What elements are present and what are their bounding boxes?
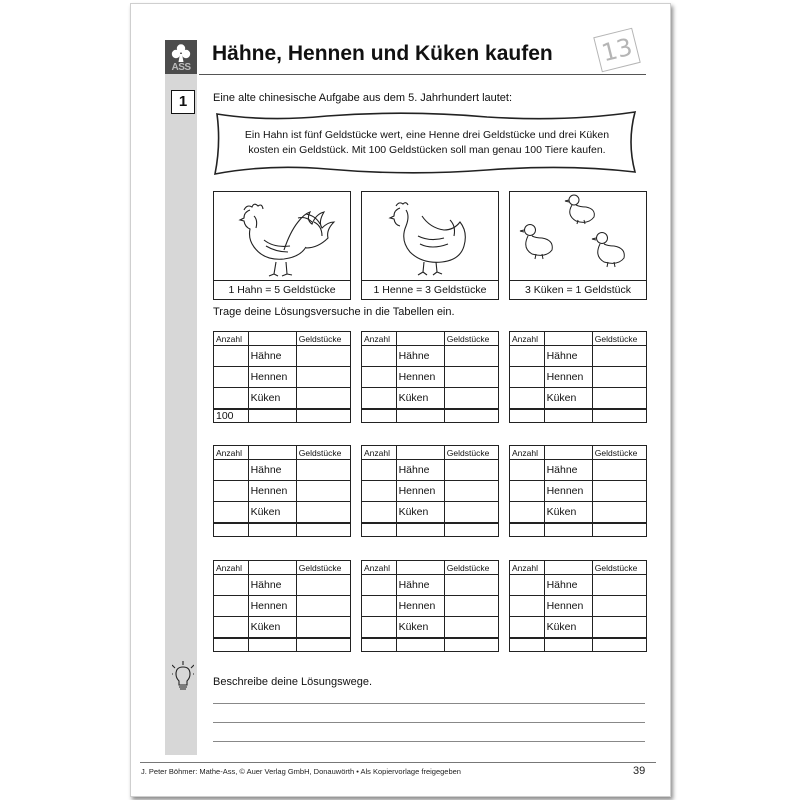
coins-cell[interactable] [296,502,350,524]
sum-label-cell[interactable] [248,523,296,537]
coins-cell[interactable] [444,367,498,388]
sum-label-cell[interactable] [248,638,296,652]
amount-cell[interactable] [510,346,545,367]
amount-cell[interactable] [362,481,397,502]
coins-cell[interactable] [296,617,350,639]
sidebar-label: ASS [171,62,191,73]
col-coins-header: Geldstücke [296,561,350,575]
coins-cell[interactable] [444,617,498,639]
coins-cell[interactable] [592,502,646,524]
row-label-roosters: Hähne [544,346,592,367]
coins-cell[interactable] [444,460,498,481]
row-label-roosters: Hähne [544,460,592,481]
coins-cell[interactable] [444,481,498,502]
amount-cell[interactable] [362,617,397,639]
coins-cell[interactable] [296,460,350,481]
sum-label-cell[interactable] [396,638,444,652]
total-coins-cell[interactable] [296,409,350,423]
sum-label-cell[interactable] [544,523,592,537]
row-label-hens: Hennen [544,596,592,617]
amount-cell[interactable] [362,596,397,617]
row-label-roosters: Hähne [396,346,444,367]
coins-cell[interactable] [592,367,646,388]
total-coins-cell[interactable] [296,523,350,537]
amount-cell[interactable] [362,460,397,481]
chicks-icon [510,192,646,280]
row-label-hens: Hennen [544,367,592,388]
page-number: 39 [633,765,646,777]
sum-label-cell[interactable] [544,638,592,652]
coins-cell[interactable] [444,346,498,367]
total-amount-cell: 100 [214,409,249,423]
sum-label-cell[interactable] [544,409,592,423]
sidebar-strip [165,40,197,755]
col-coins-header: Geldstücke [444,446,498,460]
row-label-hens: Hennen [544,481,592,502]
amount-cell[interactable] [510,502,545,524]
row-label-chicks: Küken [544,617,592,639]
col-amount-header: Anzahl [214,561,249,575]
amount-cell[interactable] [362,388,397,410]
picture-label-rooster: 1 Hahn = 5 Geldstücke [214,280,350,299]
footer-divider [140,762,656,763]
total-coins-cell[interactable] [444,638,498,652]
row-label-roosters: Hähne [248,460,296,481]
col-coins-header: Geldstücke [592,332,646,346]
amount-cell[interactable] [214,481,249,502]
col-amount-header: Anzahl [362,332,397,346]
col-coins-header: Geldstücke [296,332,350,346]
description-prompt: Beschreibe deine Lösungswege. [213,676,373,688]
amount-cell[interactable] [362,575,397,596]
solution-table [361,331,499,423]
solution-table [213,331,351,423]
row-label-roosters: Hähne [396,575,444,596]
row-label-chicks: Küken [396,388,444,410]
col-amount-header: Anzahl [510,561,545,575]
total-coins-cell[interactable] [592,409,646,423]
row-label-roosters: Hähne [544,575,592,596]
col-coins-header: Geldstücke [444,561,498,575]
amount-cell[interactable] [362,502,397,524]
amount-cell[interactable] [214,617,249,639]
solution-table [361,560,499,652]
solution-table [509,445,647,537]
picture-label-chicks: 3 Küken = 1 Geldstück [510,280,646,299]
row-label-roosters: Hähne [396,460,444,481]
row-label-chicks: Küken [544,502,592,524]
total-coins-cell[interactable] [444,523,498,537]
total-coins-cell[interactable] [592,523,646,537]
total-amount-cell[interactable] [510,638,545,652]
coins-cell[interactable] [444,575,498,596]
sum-label-cell[interactable] [248,409,296,423]
amount-cell[interactable] [362,367,397,388]
coins-cell[interactable] [444,388,498,410]
amount-cell[interactable] [510,367,545,388]
row-label-chicks: Küken [248,617,296,639]
col-coins-header: Geldstücke [592,561,646,575]
row-label-roosters: Hähne [248,346,296,367]
row-label-chicks: Küken [248,502,296,524]
col-amount-header: Anzahl [362,561,397,575]
coins-cell[interactable] [592,460,646,481]
total-amount-cell[interactable] [362,409,397,423]
amount-cell[interactable] [510,460,545,481]
worksheet-number-badge: 13 [593,28,641,73]
problem-line-1: Ein Hahn ist fünf Geldstücke wert, eine Henne drei Geldstücke und drei Küken [244,129,610,141]
total-coins-cell[interactable] [444,409,498,423]
col-amount-header: Anzahl [510,446,545,460]
row-label-chicks: Küken [396,617,444,639]
coins-cell[interactable] [444,596,498,617]
amount-cell[interactable] [510,575,545,596]
picture-card-rooster [213,191,351,300]
sum-label-cell[interactable] [396,523,444,537]
col-coins-header: Geldstücke [296,446,350,460]
coins-cell[interactable] [592,617,646,639]
footer-credit: J. Peter Böhmer: Mathe-Ass, © Auer Verlag GmbH, Donauwörth • Als Kopiervorlage freigegeben [141,767,461,776]
total-amount-cell[interactable] [214,523,249,537]
row-label-hens: Hennen [248,596,296,617]
solution-table [509,560,647,652]
coins-cell[interactable] [296,481,350,502]
lightbulb-icon [172,660,194,692]
total-amount-cell[interactable] [362,523,397,537]
col-amount-header: Anzahl [510,332,545,346]
coins-cell[interactable] [592,575,646,596]
page-title: Hähne, Hennen und Küken kaufen [212,42,553,65]
total-amount-cell[interactable] [510,523,545,537]
amount-cell[interactable] [510,617,545,639]
row-label-chicks: Küken [544,388,592,410]
amount-cell[interactable] [510,481,545,502]
task-intro: Eine alte chinesische Aufgabe aus dem 5. Jahrhundert lautet: [213,92,513,104]
writing-line[interactable] [213,722,645,723]
club-icon [171,43,191,63]
title-divider [199,74,646,75]
hen-icon [362,192,498,280]
amount-cell[interactable] [214,346,249,367]
coins-cell[interactable] [592,346,646,367]
writing-line[interactable] [213,741,645,742]
coins-cell[interactable] [444,502,498,524]
coins-cell[interactable] [296,388,350,410]
amount-cell[interactable] [214,575,249,596]
amount-cell[interactable] [214,502,249,524]
row-label-roosters: Hähne [248,575,296,596]
row-label-hens: Hennen [248,367,296,388]
col-amount-header: Anzahl [214,446,249,460]
coins-cell[interactable] [296,367,350,388]
col-amount-header: Anzahl [362,446,397,460]
total-amount-cell[interactable] [362,638,397,652]
solution-table [361,445,499,537]
coins-cell[interactable] [592,596,646,617]
amount-cell[interactable] [214,388,249,410]
row-label-hens: Hennen [396,596,444,617]
row-label-hens: Hennen [248,481,296,502]
row-label-hens: Hennen [396,367,444,388]
total-amount-cell[interactable] [214,638,249,652]
coins-cell[interactable] [592,388,646,410]
coins-cell[interactable] [296,596,350,617]
col-coins-header: Geldstücke [444,332,498,346]
instruction-text: Trage deine Lösungsversuche in die Tabellen ein. [213,306,455,318]
coins-cell[interactable] [592,481,646,502]
amount-cell[interactable] [214,596,249,617]
task-number: 1 [171,90,195,114]
row-label-chicks: Küken [396,502,444,524]
amount-cell[interactable] [214,460,249,481]
amount-cell[interactable] [510,596,545,617]
picture-card-chicks [509,191,647,300]
picture-label-hen: 1 Henne = 3 Geldstücke [362,280,498,299]
amount-cell[interactable] [214,367,249,388]
total-coins-cell[interactable] [296,638,350,652]
rooster-icon [214,192,350,280]
problem-line-2: kosten ein Geldstück. Mit 100 Geldstücken soll man genau 100 Tiere kaufen. [248,144,606,156]
solution-table [509,331,647,423]
problem-statement [222,128,632,158]
solution-table [213,445,351,537]
col-coins-header: Geldstücke [592,446,646,460]
col-amount-header: Anzahl [214,332,249,346]
row-label-chicks: Küken [248,388,296,410]
picture-card-hen [361,191,499,300]
total-coins-cell[interactable] [592,638,646,652]
solution-table [213,560,351,652]
sum-label-cell[interactable] [396,409,444,423]
total-amount-cell[interactable] [510,409,545,423]
amount-cell[interactable] [362,346,397,367]
row-label-hens: Hennen [396,481,444,502]
coins-cell[interactable] [296,575,350,596]
writing-line[interactable] [213,703,645,704]
coins-cell[interactable] [296,346,350,367]
amount-cell[interactable] [510,388,545,410]
